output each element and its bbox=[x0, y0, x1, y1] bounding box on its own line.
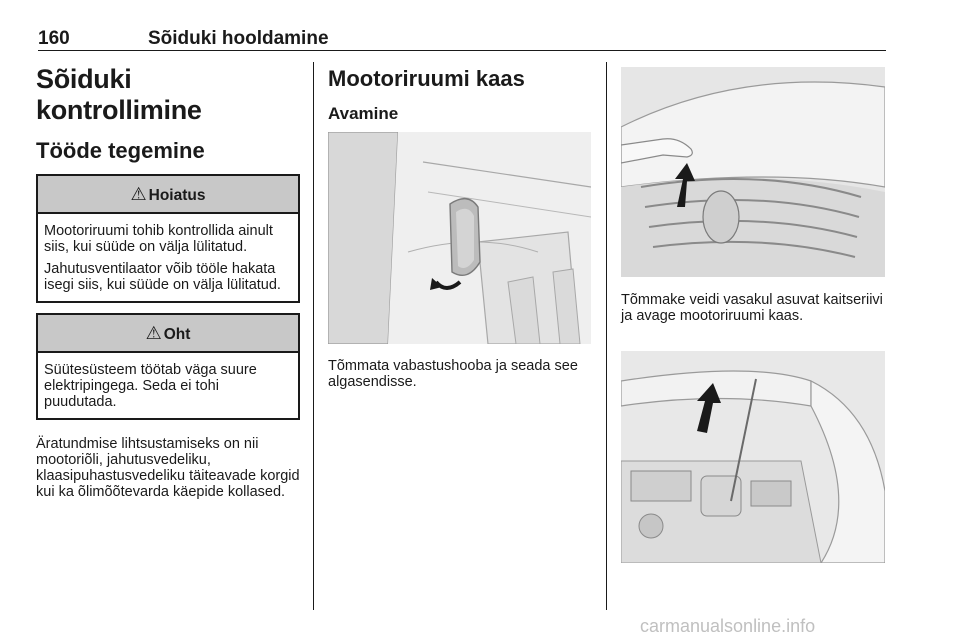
warning-box bbox=[36, 174, 300, 303]
section-subtitle: Tööde tegemine bbox=[36, 138, 205, 163]
danger-box-title: Oht bbox=[163, 326, 191, 343]
release-lever-drawing bbox=[328, 132, 591, 344]
warning-triangle-icon: ⚠ bbox=[145, 323, 162, 343]
body-paragraph: Äratundmise lihtsustamiseks on nii mootoriõli, jahutusvedeliku, klaasipuhastusvedeliku täiteavade korgid kui ka õlimõõtevarda käepide kollased. bbox=[36, 436, 300, 500]
danger-box-body bbox=[38, 353, 298, 418]
page-header bbox=[38, 26, 886, 51]
warning-box-title: Hoiatus bbox=[148, 187, 206, 204]
section-subtitle: Avamine bbox=[328, 104, 399, 123]
column-divider bbox=[606, 62, 607, 610]
chapter-title: Sõiduki hooldamine bbox=[148, 28, 329, 49]
grille-latch-illustration bbox=[621, 67, 885, 277]
warning-paragraph: Jahutusventilaator võib tööle hakata isegi siis, kui süüde on välja lülitatud. bbox=[44, 261, 281, 293]
release-lever-illustration bbox=[328, 132, 591, 344]
figure-caption: Tõmmake veidi vasakul asuvat kaitseriivi ja avage mootoriruumi kaas. bbox=[621, 292, 883, 324]
column-divider bbox=[313, 62, 314, 610]
danger-box-header bbox=[38, 315, 298, 353]
danger-paragraph: Süütesüsteem töötab väga suure elektripingega. Seda ei tohi puudutada. bbox=[44, 362, 257, 410]
section-title: Sõiduki kontrollimine bbox=[36, 64, 202, 125]
watermark: carmanualsonline.info bbox=[640, 616, 816, 636]
page-number: 160 bbox=[38, 28, 70, 49]
warning-paragraph: Mootoriruumi tohib kontrollida ainult siis, kui süüde on välja lülitatud. bbox=[44, 223, 273, 255]
column-2 bbox=[328, 62, 594, 124]
warning-box-header bbox=[38, 176, 298, 214]
open-hood-drawing bbox=[621, 351, 885, 563]
figure-caption: Tõmmata vabastushooba ja seada see algasendisse. bbox=[328, 358, 578, 390]
grille-latch-drawing bbox=[621, 67, 885, 277]
warning-box-body bbox=[38, 214, 298, 301]
open-hood-illustration bbox=[621, 351, 885, 563]
danger-box bbox=[36, 313, 300, 420]
column-1 bbox=[36, 62, 300, 500]
section-title: Mootoriruumi kaas bbox=[328, 66, 525, 91]
warning-triangle-icon: ⚠ bbox=[130, 184, 147, 204]
